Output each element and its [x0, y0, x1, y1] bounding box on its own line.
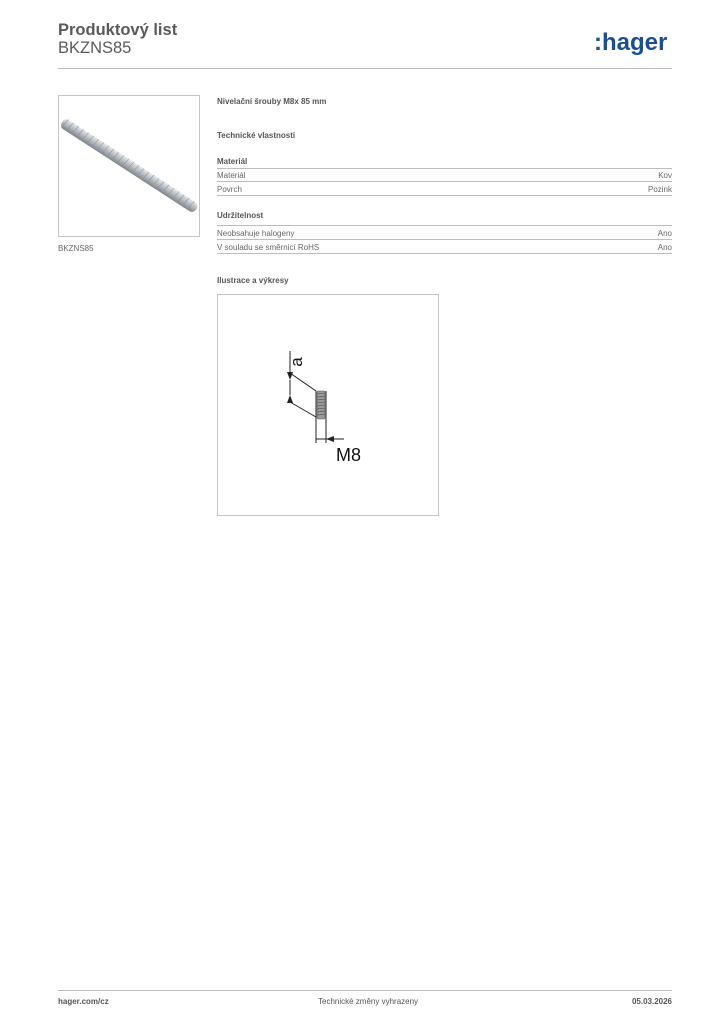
spec-row	[217, 241, 672, 254]
technical-drawing	[217, 294, 439, 516]
dimension-label-a: a	[287, 357, 306, 367]
spec-value: Ano	[657, 229, 672, 238]
photo-caption: BKZNS85	[58, 244, 94, 253]
product-photo	[58, 95, 200, 237]
threaded-rod-image	[59, 96, 199, 236]
spec-row	[217, 227, 672, 240]
spec-value: Ano	[657, 243, 672, 252]
dimension-drawing	[218, 295, 438, 515]
product-name: Nivelační šrouby M8x 85 mm	[217, 97, 327, 106]
spec-label: V souladu se směrnicí RoHS	[217, 243, 320, 252]
footer-website[interactable]: hager.com/cz	[58, 997, 109, 1006]
footer-divider	[58, 990, 672, 991]
illustrations-heading: Ilustrace a výkresy	[217, 276, 289, 285]
dimension-label-m8: M8	[336, 445, 362, 465]
spec-label: Povrch	[217, 185, 242, 194]
spec-value: Kov	[658, 171, 672, 180]
section-title-material: Materiál	[217, 157, 248, 166]
section-divider	[217, 225, 672, 226]
spec-value: Pozink	[647, 185, 672, 194]
product-code: BKZNS85	[58, 39, 132, 57]
section-title-sustainability: Udržitelnost	[217, 211, 264, 220]
spec-label: Materiál	[217, 171, 246, 180]
footer-date: 05.03.2026	[631, 997, 672, 1006]
spec-label: Neobsahuje halogeny	[217, 229, 295, 238]
footer-notice: Technické změny vyhrazeny	[318, 997, 419, 1006]
tech-heading: Technické vlastnosti	[217, 131, 296, 140]
logo-text: :hager	[594, 29, 668, 56]
hager-logo	[594, 28, 674, 58]
header-divider	[58, 68, 672, 69]
spec-row	[217, 183, 672, 196]
page-title: Produktový list	[58, 21, 178, 39]
spec-row	[217, 169, 672, 182]
